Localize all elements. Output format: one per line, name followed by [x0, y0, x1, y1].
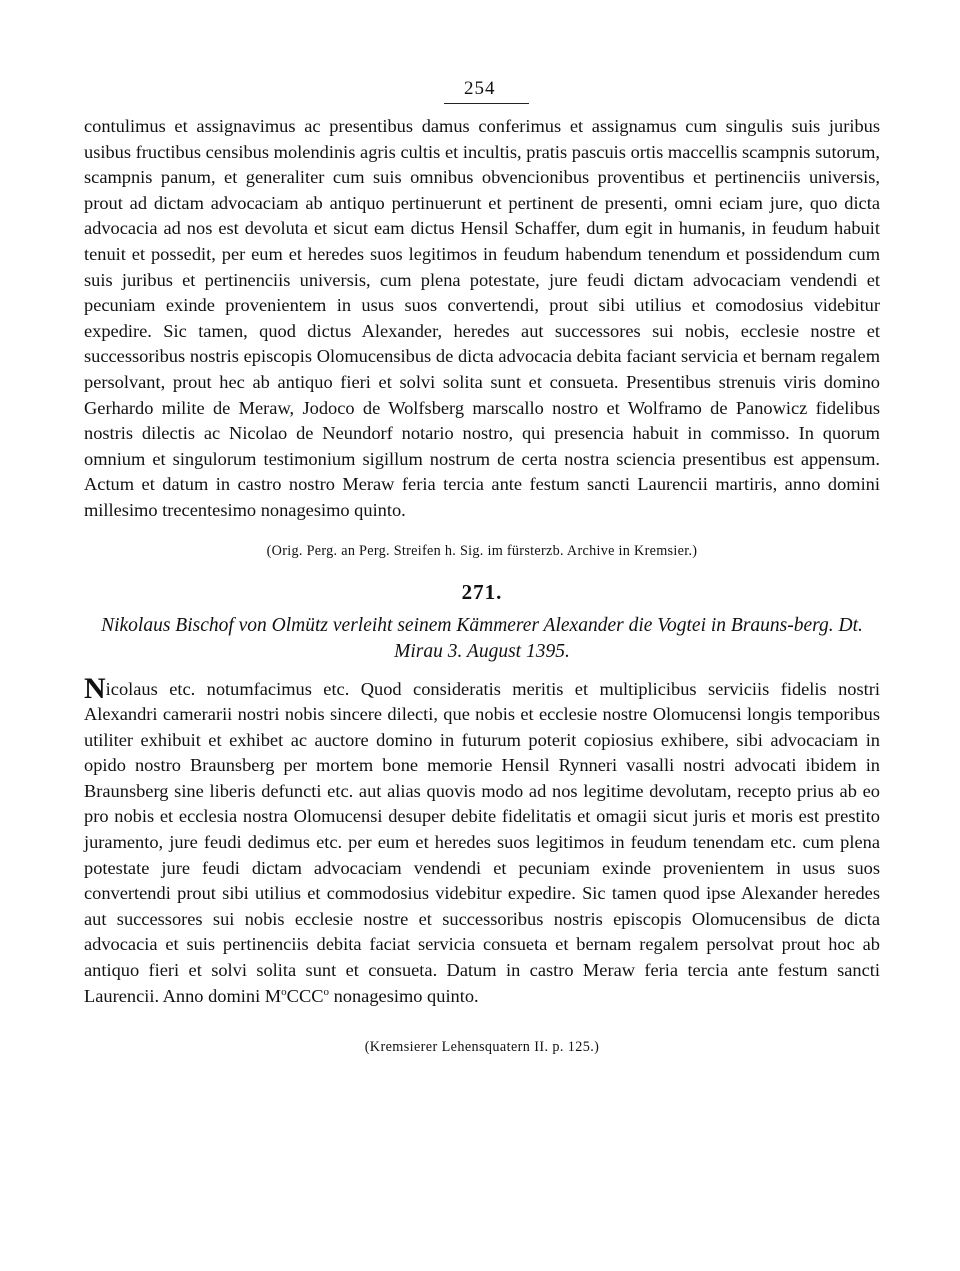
document-number: 271.: [461, 579, 503, 604]
source-note-original: (Orig. Perg. an Perg. Streifen h. Sig. im fürsterzb. Archive in Kremsier.): [266, 542, 698, 559]
date-superscript-1: o: [281, 985, 287, 998]
page-number-rule: [444, 103, 529, 104]
document-body: [84, 671, 880, 1010]
date-superscript-2: o: [323, 985, 329, 998]
date-tail: nonagesimo quinto.: [328, 985, 479, 1006]
document-body-text: icolaus etc. notumfacimus etc. Quod consideratis meritis et multiplicibus serviciis fidelis nostri Alexandri camerarii nostri nobis sincere dilecti, que nobis et ecclesie nostre Olomucensi longis temporibus utiliter exhibuit et exhibet ac auctore domino in futurum poterit copiosius exhibere, sibi advocaciam in opido nostro Braunsberg per mortem bone memorie Hensil Rynneri vasalli nostri advocati ibidem in Braunsberg sine liberis defuncti etc. aut alias quovis modo ad nos legitime devolutam, recepto prius ab eo pro nobis et ecclesia nostra Olomucensi desuper debite fidelitatis et omagii sicut juris et moris est prestito juramento, jure feudi dedimus etc. per eum et heredes suos legitimos in feudum tenendam etc. cum plena potestate jure feudi dictam advocaciam vendendi et pecuniam exinde provenientem in usus suos convertendi prout sibi utilius et commodosius videbitur expedire. Sic tamen quod ipse Alexander heredes aut successores sui nobis ecclesie nostre et successoribus nostris episcopis Olomucensibus de dicta advocacia et suis pertinenciis debita faciat servicia consueta et bernam regalem persolvat prout hoc ab antiquo fieri et solvi solita sunt et consueta. Datum in castro Meraw feria tercia ante festum sancti Laurencii. Anno domini M: [84, 678, 880, 1006]
drop-initial: N: [84, 671, 106, 705]
date-roman-numeral: CCC: [286, 985, 324, 1006]
document-page: [84, 78, 880, 1056]
document-title: Nikolaus Bischof von Olmütz verleiht seinem Kämmerer Alexander die Vogtei in Brauns-berg. Dt. Mirau 3. August 1395.: [101, 614, 863, 662]
page-number: 254: [464, 78, 496, 99]
source-note-lehensquatern: (Kremsierer Lehensquatern II. p. 125.): [364, 1039, 600, 1056]
continuation-paragraph: contulimus et assignavimus ac presentibus damus conferimus et assignamus cum singulis suis juribus usibus fructibus censibus molendinis agris cultis et incultis, pratis pascuis ortis maccellis scampnis sutorum, scampnis panum, et generaliter cum suis omnibus obvencionibus proventibus et pertinenciis universis, prout ad dictam advocaciam ab antiquo pertinuerunt et pertinent de presenti, omni eciam jure, quo dicta advocacia ad nos est devoluta et sicut eam dictus Hensil Schaffer, dum egit in humanis, in feudum habuit tenuit et possedit, per eum et heredes suos legitimos in feudum habendum tenendum et possidendum cum suis juribus et pertinenciis universis, cum plena potestate, jure feudi dictam advocaciam vendendi et pecuniam exinde provenientem in usus suos convertendi, prout sibi utilius et comodosius videbitur expedire. Sic tamen, quod dictus Alexander, heredes aut successores sui nobis, ecclesie nostre et successoribus nostris episcopis Olomucensibus de dicta advocacia debita faciant servicia et bernam regalem persolvant, prout hec ab antiquo fieri et solvi solita sunt et consueta. Presentibus strenuis viris domino Gerhardo milite de Meraw, Jodoco de Wolfsberg marscallo nostro et Wolframo de Panowicz fidelibus nostris dilectis ac Nicolao de Neundorf notario nostro, qui presencia habuit in commisso. In quorum omnium et singulorum testimonium sigillum nostrum de certa nostra sciencia presentibus est appensum. Actum et datum in castro nostro Meraw feria tercia ante festum sancti Laurencii martiris, anno domini millesimo trecentesimo nonagesimo quinto.: [84, 116, 880, 520]
page-header: [84, 78, 880, 114]
